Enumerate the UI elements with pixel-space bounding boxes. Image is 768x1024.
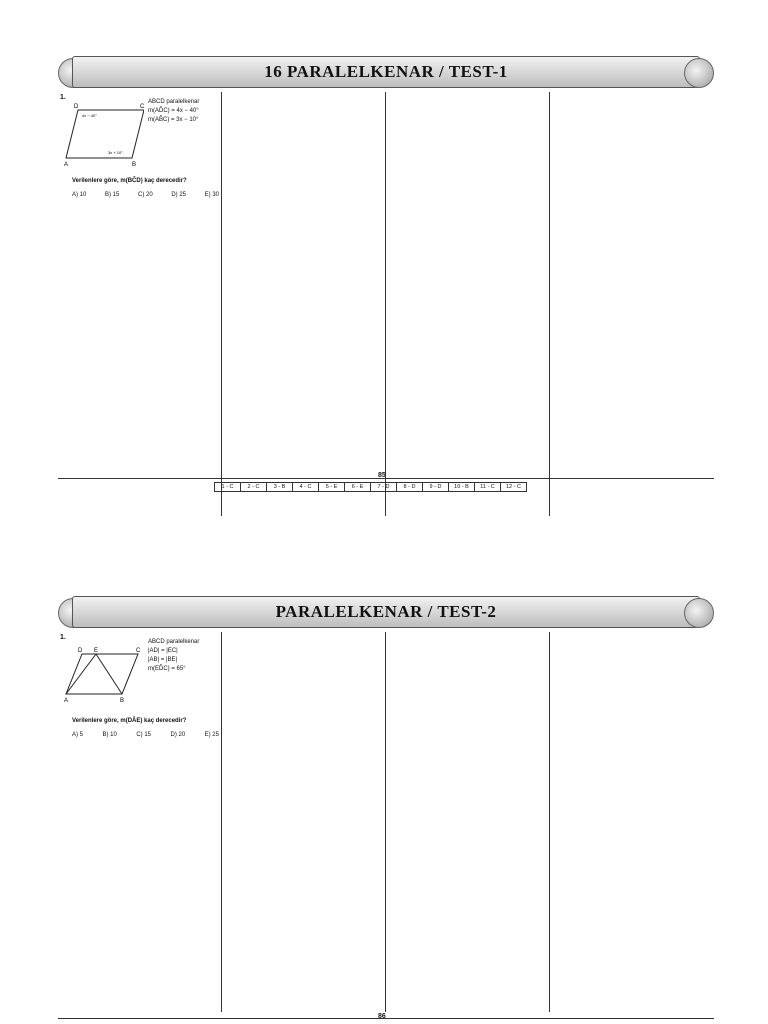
answer-key-cell: 6 - E [345,483,371,491]
test-1-page-divider [58,478,714,479]
answer-key-cell: 1 - C [215,483,241,491]
test-1-answer-key [214,482,527,492]
test-1-column-2 [222,92,386,516]
svg-text:A: A [64,162,69,168]
test-2-column-1 [58,632,222,1012]
option-d[interactable]: D) 25 [171,192,186,198]
test-1-page-number: 85 [378,472,386,479]
question-2 [58,228,221,364]
question-1 [58,632,221,768]
given-line: m(AD̂C) = 4x − 40° [148,108,199,114]
answer-key-cell: 5 - E [319,483,345,491]
svg-text:C: C [140,104,144,110]
answer-options [72,732,219,738]
test-2-page-number: 86 [378,1013,386,1020]
test-2-column-3 [386,632,550,1012]
svg-text:4x − 40°: 4x − 40° [82,113,97,118]
option-d[interactable]: D) 20 [170,732,186,738]
svg-text:C: C [136,648,141,654]
test-2 [58,592,714,738]
given-line: ABCD paralelkenar [148,639,200,645]
option-a[interactable]: A) 10 [72,192,87,198]
given-line: ABCD paralelkenar [148,99,200,105]
question-2 [58,768,221,904]
test-1-title-bar [72,56,700,88]
question-number: 1. [60,94,66,101]
test-2-banner [58,592,714,632]
given-line: |AD| = |EC| [148,648,178,654]
test-1 [58,52,714,198]
test-1-title: 16 PARALELKENAR / TEST-1 [264,62,508,81]
answer-key-cell: 10 - B [449,483,475,491]
question-givens [148,98,220,125]
svg-text:D: D [78,648,83,654]
answer-key-cell: 2 - C [241,483,267,491]
question-3 [58,364,221,500]
given-line: m(ED̂C) = 65° [148,666,186,672]
option-a[interactable]: A) 5 [72,732,84,738]
test-2-column-2 [222,632,386,1012]
scroll-right-icon [684,598,714,628]
svg-text:B: B [120,698,125,704]
option-c[interactable]: C) 20 [138,192,153,198]
answer-key-cell: 7 - D [371,483,397,491]
svg-text:B: B [132,162,137,168]
question-prompt: Verilenlere göre, m(DÂE) kaç derecedir? [72,718,187,724]
question-givens [148,638,220,674]
answer-key-cell: 9 - D [423,483,449,491]
svg-text:E: E [94,648,99,654]
svg-text:D: D [74,104,79,110]
scroll-right-icon [684,58,714,88]
answer-key-cell: 12 - C [506,484,521,490]
svg-text:A: A [64,698,69,704]
parallelogram-figure [62,640,144,710]
test-2-question-grid [58,632,714,1012]
answer-options [72,192,219,198]
parallelogram-figure [62,100,144,170]
option-b[interactable]: B) 15 [105,192,120,198]
test-2-title-bar [72,596,700,628]
answer-key-cell: 3 - B [267,483,293,491]
option-e[interactable]: E) 30 [204,192,219,198]
test-1-column-4 [550,92,714,516]
svg-text:3x + 10°: 3x + 10° [108,150,123,155]
test-2-page-divider [58,1018,714,1019]
test-1-column-1 [58,92,222,516]
given-line: m(AB̂C) = 3x − 10° [148,117,199,123]
answer-key-cell: 8 - D [397,483,423,491]
option-b[interactable]: B) 10 [102,732,117,738]
test-2-title: PARALELKENAR / TEST-2 [275,602,497,621]
answer-key-cell: 4 - C [293,483,319,491]
test-1-banner [58,52,714,92]
question-1 [58,92,221,228]
question-number: 1. [60,634,66,641]
test-1-column-3 [386,92,550,516]
test-1-question-grid [58,92,714,516]
option-c[interactable]: C) 15 [136,732,151,738]
given-line: |AB| = |BE| [148,657,178,663]
question-prompt: Verilenlere göre, m(BĈD) kaç derecedir? [72,178,187,184]
test-2-column-4 [550,632,714,1012]
answer-key-cell: 11 - C [475,483,501,491]
option-e[interactable]: E) 25 [204,732,219,738]
